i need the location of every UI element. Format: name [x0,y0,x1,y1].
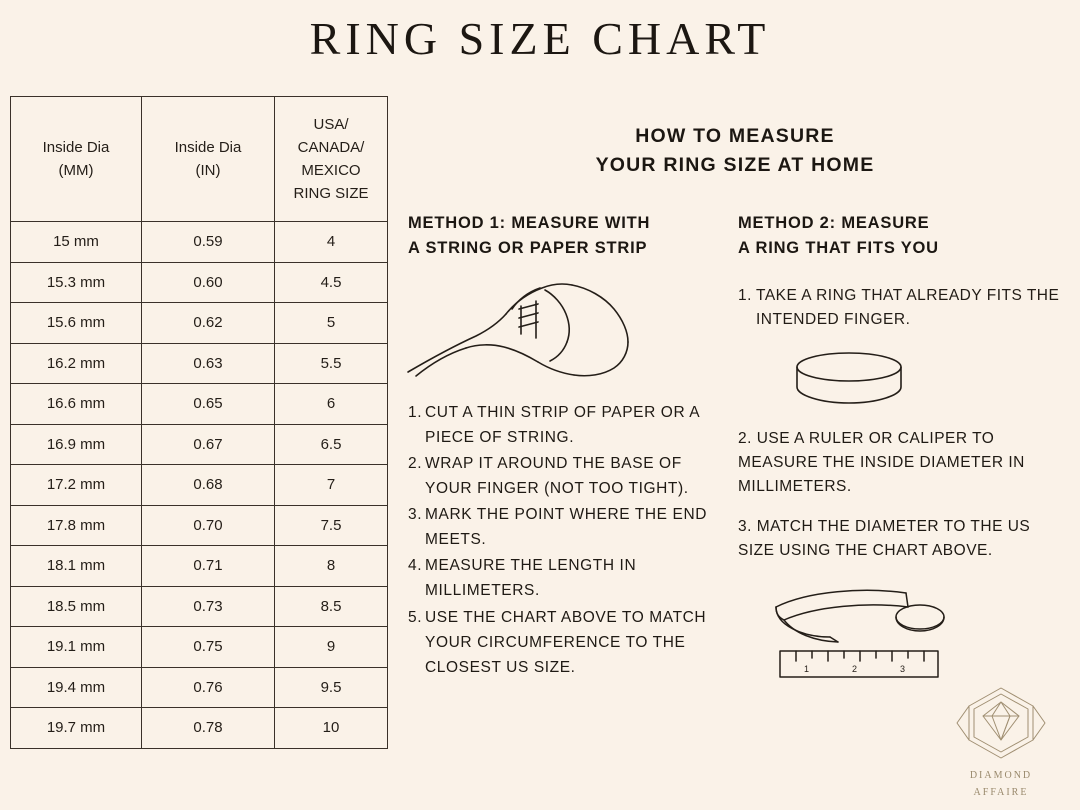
cell-dia-in: 0.63 [142,343,275,384]
cell-dia-mm: 15.3 mm [11,262,142,303]
cell-dia-mm: 16.2 mm [11,343,142,384]
cell-dia-in: 0.62 [142,303,275,344]
list-item [408,400,728,450]
header-line: USA/ [313,115,349,133]
page-title: RING SIZE CHART [309,13,771,64]
cell-dia-mm: 16.6 mm [11,384,142,425]
cell-dia-mm: 16.9 mm [11,424,142,465]
table-row [11,667,388,708]
method-2-heading [738,211,1068,262]
list-item [408,605,728,680]
cell-ring-size: 8.5 [275,586,388,627]
cell-ring-size: 5.5 [275,343,388,384]
step-text: CUT A THIN STRIP OF PAPER OR A PIECE OF STRING. [425,403,700,446]
cell-dia-mm: 17.8 mm [11,505,142,546]
header-line: RING SIZE [293,185,369,203]
header-line: (MM) [58,162,94,179]
column-header-inside-dia-mm [11,97,142,222]
size-table-container [10,96,387,749]
diamond-emblem-icon [953,684,1049,762]
step-text: WRAP IT AROUND THE BASE OF YOUR FINGER (NOT TOO TIGHT). [425,454,689,497]
header-line: Inside Dia [42,138,110,156]
list-item [408,451,728,501]
cell-ring-size: 4 [275,222,388,263]
step-number: 1. [408,403,423,421]
ruler-tick-label: 3 [900,664,906,675]
cell-dia-in: 0.71 [142,546,275,587]
step-number: 2. [408,454,423,472]
method-2-heading-line2: A RING THAT FITS YOU [738,239,939,258]
cell-dia-mm: 18.1 mm [11,546,142,587]
ring-size-table [10,96,388,749]
cell-dia-in: 0.78 [142,708,275,749]
cell-ring-size: 10 [275,708,388,749]
step-text: TAKE A RING THAT ALREADY FITS THE INTENDED FINGER. [756,286,1060,329]
step-number: 4. [408,557,423,575]
table-row [11,465,388,506]
step-number: 5. [408,608,423,626]
ruler-tick-label: 1 [804,664,810,675]
caliper-ruler-icon [768,579,998,684]
cell-dia-in: 0.68 [142,465,275,506]
ruler-tick-label: 2 [852,664,858,675]
cell-ring-size: 6.5 [275,424,388,465]
column-header-usa-ring-size [275,97,388,222]
method-2-step-1 [738,284,1068,334]
step-text: USE THE CHART ABOVE TO MATCH YOUR CIRCUMFERENCE TO THE CLOSEST US SIZE. [425,608,707,676]
method-1-heading-line2: A STRING OR PAPER STRIP [408,239,648,258]
table-row [11,546,388,587]
cell-dia-in: 0.75 [142,627,275,668]
table-row [11,586,388,627]
table-row [11,627,388,668]
cell-ring-size: 9.5 [275,667,388,708]
step-text: MARK THE POINT WHERE THE END MEETS. [425,506,708,549]
table-row [11,303,388,344]
cell-dia-in: 0.65 [142,384,275,425]
header-line: Inside Dia [174,138,242,156]
step-text: MEASURE THE LENGTH IN MILLIMETERS. [425,557,637,600]
table-row [11,384,388,425]
brand-logo [942,684,1060,800]
method-1-heading [408,211,728,262]
method-2-step-3: 3. MATCH THE DIAMETER TO THE US SIZE USING THE CHART ABOVE. [738,518,1031,560]
method-1-steps [408,400,728,680]
brand-name-line2: AFFAIRE [973,786,1029,798]
cell-ring-size: 6 [275,384,388,425]
cell-ring-size: 4.5 [275,262,388,303]
table-row [11,343,388,384]
cell-ring-size: 5 [275,303,388,344]
methods-row [400,211,1070,685]
list-item [408,553,728,603]
cell-dia-in: 0.73 [142,586,275,627]
table-row [11,708,388,749]
how-to-measure-heading-line1: HOW TO MEASURE [635,125,835,147]
cell-ring-size: 8 [275,546,388,587]
method-1-section [400,211,728,685]
table-row [11,505,388,546]
method-2-section [728,211,1068,685]
cell-dia-mm: 18.5 mm [11,586,142,627]
cell-dia-in: 0.59 [142,222,275,263]
brand-name-line1: DIAMOND [969,770,1033,781]
cell-ring-size: 7 [275,465,388,506]
step-number: 3. [408,506,423,524]
cell-dia-mm: 19.1 mm [11,627,142,668]
method-1-heading-line1: METHOD 1: MEASURE WITH [408,213,651,232]
method-2-heading-line1: METHOD 2: MEASURE [738,213,930,232]
cell-dia-mm: 19.4 mm [11,667,142,708]
column-header-inside-dia-in [142,97,275,222]
ring-band-icon [790,347,908,417]
cell-dia-in: 0.60 [142,262,275,303]
method-2-step-2: 2. USE A RULER OR CALIPER TO MEASURE THE INSIDE DIAMETER IN MILLIMETERS. [738,430,1025,496]
cell-dia-mm: 17.2 mm [11,465,142,506]
table-header-row [11,97,388,222]
cell-dia-mm: 19.7 mm [11,708,142,749]
cell-dia-in: 0.67 [142,424,275,465]
cell-dia-in: 0.70 [142,505,275,546]
table-row [11,222,388,263]
how-to-measure-heading-line2: YOUR RING SIZE AT HOME [595,154,875,177]
header-line: MEXICO [301,162,361,179]
cell-ring-size: 9 [275,627,388,668]
step-number: 1. [738,286,752,304]
cell-dia-mm: 15 mm [11,222,142,263]
header-line: (IN) [195,162,221,179]
how-to-measure-heading [400,122,1070,181]
list-item [408,502,728,552]
cell-dia-in: 0.76 [142,667,275,708]
table-row [11,424,388,465]
table-row [11,262,388,303]
cell-dia-mm: 15.6 mm [11,303,142,344]
cell-ring-size: 7.5 [275,505,388,546]
header-line: CANADA/ [297,138,365,156]
hand-with-string-icon [402,276,652,386]
